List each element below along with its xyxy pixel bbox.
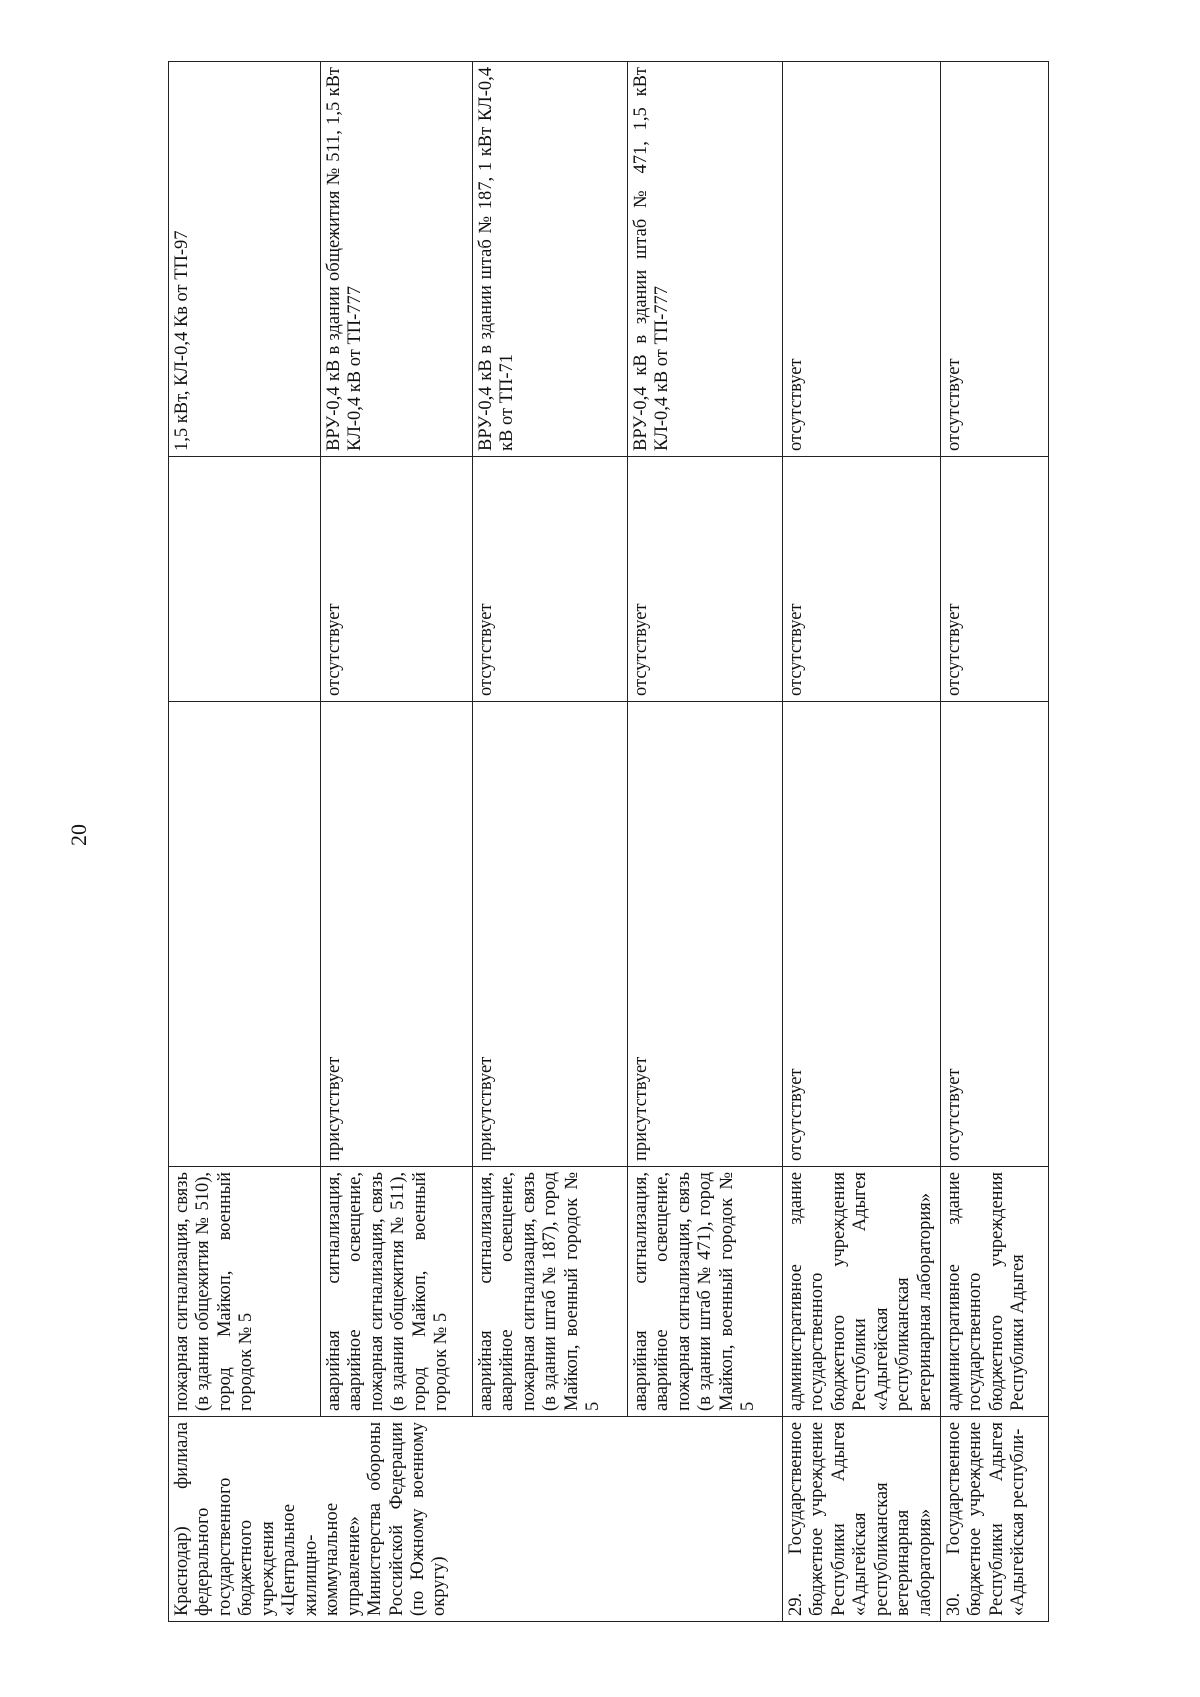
org-cell: 30. Государственное бюджетное учреждение Республики Адыгея «Адыгейская республи- <box>941 1417 1049 1622</box>
col4-cell <box>169 457 321 702</box>
object-cell: административное здание государственного бюджетного учреждения Республики Адыгея «Адыгейская республиканская ветеринарная лаборатория» <box>783 1167 941 1417</box>
power-cell: ВРУ-0,4 кВ в здании штаб № 471, 1,5 кВт КЛ-0,4 кВ от ТП-777 <box>628 62 783 457</box>
col4-cell: отсутствует <box>628 457 783 702</box>
object-cell: аварийная сигнализация, аварийное освещение, пожарная сигнализация, связь (в здании штаб № 187), город Майкоп, военный городок № 5 <box>473 1167 628 1417</box>
data-table <box>168 61 1049 1622</box>
col3-cell: присутствует <box>321 702 473 1167</box>
col4-cell: отсутствует <box>473 457 628 702</box>
power-cell: ВРУ-0,4 кВ в здании общежития № 511, 1,5 кВт КЛ-0,4 кВ от ТП-777 <box>321 62 473 457</box>
col3-cell <box>169 702 321 1167</box>
object-cell: аварийная сигнализация, аварийное освещение, пожарная сигнализация, связь (в здании штаб № 471), город Майкоп, военный городок № 5 <box>628 1167 783 1417</box>
col4-cell: отсутствует <box>321 457 473 702</box>
page-number: 20 <box>66 824 91 846</box>
table-body <box>169 62 1049 1622</box>
col4-cell: отсутствует <box>783 457 941 702</box>
table-row <box>941 62 1049 1622</box>
table-row <box>321 62 473 1622</box>
object-cell: аварийная сигнализация, аварийное освещение, пожарная сигнализация, связь (в здании общежития № 511), город Майкоп, военный городок № 5 <box>321 1167 473 1417</box>
col3-cell: присутствует <box>628 702 783 1167</box>
object-cell: административное здание государственного бюджетного учреждения Республики Адыгея <box>941 1167 1049 1417</box>
rotated-table-container <box>168 62 1048 1622</box>
table-row <box>783 62 941 1622</box>
org-cell: Краснодар) филиала федерального государственного бюджетного учреждения «Центральное жилищно-коммунальное управление» Министерства обороны Российской Федерации (по Южному военному округу) <box>169 1417 783 1622</box>
col3-cell: отсутствует <box>941 702 1049 1167</box>
table-row <box>169 62 321 1622</box>
power-cell: 1,5 кВт, КЛ-0,4 Кв от ТП-97 <box>169 62 321 457</box>
power-cell: ВРУ-0,4 кВ в здании штаб № 187, 1 кВт КЛ-0,4 кВ от ТП-71 <box>473 62 628 457</box>
col3-cell: присутствует <box>473 702 628 1167</box>
col4-cell: отсутствует <box>941 457 1049 702</box>
power-cell: отсутствует <box>941 62 1049 457</box>
table-row <box>628 62 783 1622</box>
object-cell: пожарная сигнализация, связь (в здании общежития № 510), город Майкоп, военный городок № 5 <box>169 1167 321 1417</box>
table-row <box>473 62 628 1622</box>
org-cell: 29. Государственное бюджетное учреждение Республики Адыгея «Адыгейская республиканская ветеринарная лаборатория» <box>783 1417 941 1622</box>
col3-cell: отсутствует <box>783 702 941 1167</box>
power-cell: отсутствует <box>783 62 941 457</box>
